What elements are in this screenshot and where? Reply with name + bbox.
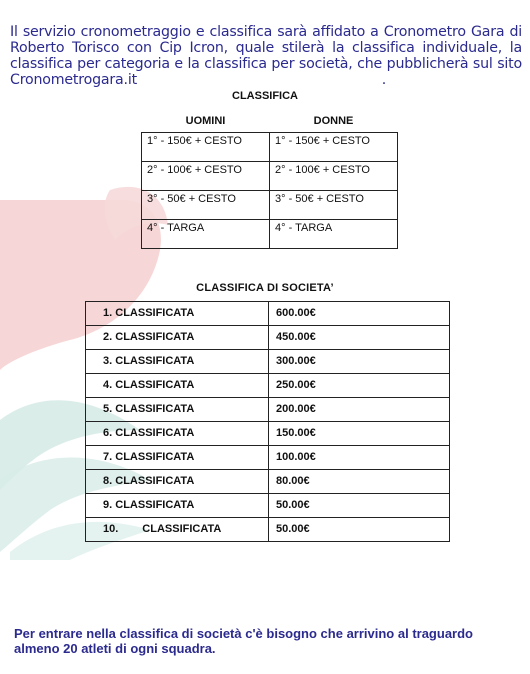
societa-pos: 3.	[103, 355, 113, 367]
societa-position-cell	[86, 302, 269, 326]
table-row	[86, 374, 450, 398]
societa-pos: 10.	[103, 523, 119, 535]
societa-prize: 80.00€	[269, 470, 450, 494]
team-rule-note: Per entrare nella classifica di società c'è bisogno che arrivino al traguardo almeno 20 atleti di ogni squadra.	[14, 626, 473, 656]
donne-prize-3: 3° - 50€ + CESTO	[270, 191, 398, 220]
societa-prize: 600.00€	[269, 302, 450, 326]
societa-position-cell	[86, 398, 269, 422]
table-row	[86, 398, 450, 422]
societa-prize: 250.00€	[269, 374, 450, 398]
table-row	[86, 470, 450, 494]
classifica-header-row	[142, 110, 398, 133]
societa-prize: 50.00€	[269, 518, 450, 542]
donne-prize-2: 2° - 100€ + CESTO	[270, 162, 398, 191]
societa-prize: 50.00€	[269, 494, 450, 518]
table-row	[142, 133, 398, 162]
table-row	[86, 350, 450, 374]
societa-prize: 100.00€	[269, 446, 450, 470]
societa-label: CLASSIFICATA	[115, 451, 195, 463]
societa-label: CLASSIFICATA	[115, 475, 195, 487]
societa-label: CLASSIFICATA	[142, 523, 222, 535]
table-row	[142, 191, 398, 220]
table-row	[86, 518, 450, 542]
societa-pos: 1.	[103, 307, 113, 319]
societa-position-cell	[86, 518, 269, 542]
uomini-prize-1: 1° - 150€ + CESTO	[142, 133, 270, 162]
societa-position-cell	[86, 350, 269, 374]
societa-label: CLASSIFICATA	[115, 403, 195, 415]
societa-pos: 5.	[103, 403, 113, 415]
societa-prize: 200.00€	[269, 398, 450, 422]
societa-title: CLASSIFICA DI SOCIETA’	[196, 282, 334, 294]
table-row	[86, 326, 450, 350]
societa-position-cell	[86, 470, 269, 494]
societa-pos: 8.	[103, 475, 113, 487]
societa-position-cell	[86, 374, 269, 398]
societa-label: CLASSIFICATA	[115, 331, 195, 343]
societa-label: CLASSIFICATA	[115, 379, 195, 391]
societa-prize: 300.00€	[269, 350, 450, 374]
societa-position-cell	[86, 422, 269, 446]
classifica-title: CLASSIFICA	[232, 90, 298, 102]
uomini-prize-3: 3° - 50€ + CESTO	[142, 191, 270, 220]
classifica-table	[141, 110, 398, 249]
intro-trailing-dot: .	[381, 72, 386, 88]
uomini-prize-4: 4° - TARGA	[142, 220, 270, 249]
table-row	[86, 494, 450, 518]
table-row	[142, 220, 398, 249]
donne-prize-4: 4° - TARGA	[270, 220, 398, 249]
table-row	[86, 422, 450, 446]
societa-pos: 6.	[103, 427, 113, 439]
intro-paragraph	[10, 24, 522, 88]
table-row	[86, 302, 450, 326]
societa-position-cell	[86, 446, 269, 470]
header-uomini: UOMINI	[185, 115, 226, 127]
donne-prize-1: 1° - 150€ + CESTO	[270, 133, 398, 162]
table-row	[86, 446, 450, 470]
societa-pos: 9.	[103, 499, 113, 511]
societa-position-cell	[86, 326, 269, 350]
societa-pos: 7.	[103, 451, 113, 463]
societa-table	[85, 301, 450, 542]
societa-label: CLASSIFICATA	[115, 355, 195, 367]
uomini-prize-2: 2° - 100€ + CESTO	[142, 162, 270, 191]
societa-pos: 2.	[103, 331, 113, 343]
societa-pos: 4.	[103, 379, 113, 391]
societa-position-cell	[86, 494, 269, 518]
table-row	[142, 162, 398, 191]
header-donne: DONNE	[313, 115, 354, 127]
societa-label: CLASSIFICATA	[115, 499, 195, 511]
societa-label: CLASSIFICATA	[115, 307, 195, 319]
societa-prize: 450.00€	[269, 326, 450, 350]
intro-text: Il servizio cronometraggio e classifica sarà affidato a Cronometro Gara di Roberto Torisco con Cip Icron, quale stilerà la classifica individuale, la classifica per categoria e la classifica per società, che pubblicherà sul sito Cronometrogara.it	[10, 24, 522, 88]
societa-label: CLASSIFICATA	[115, 427, 195, 439]
societa-prize: 150.00€	[269, 422, 450, 446]
